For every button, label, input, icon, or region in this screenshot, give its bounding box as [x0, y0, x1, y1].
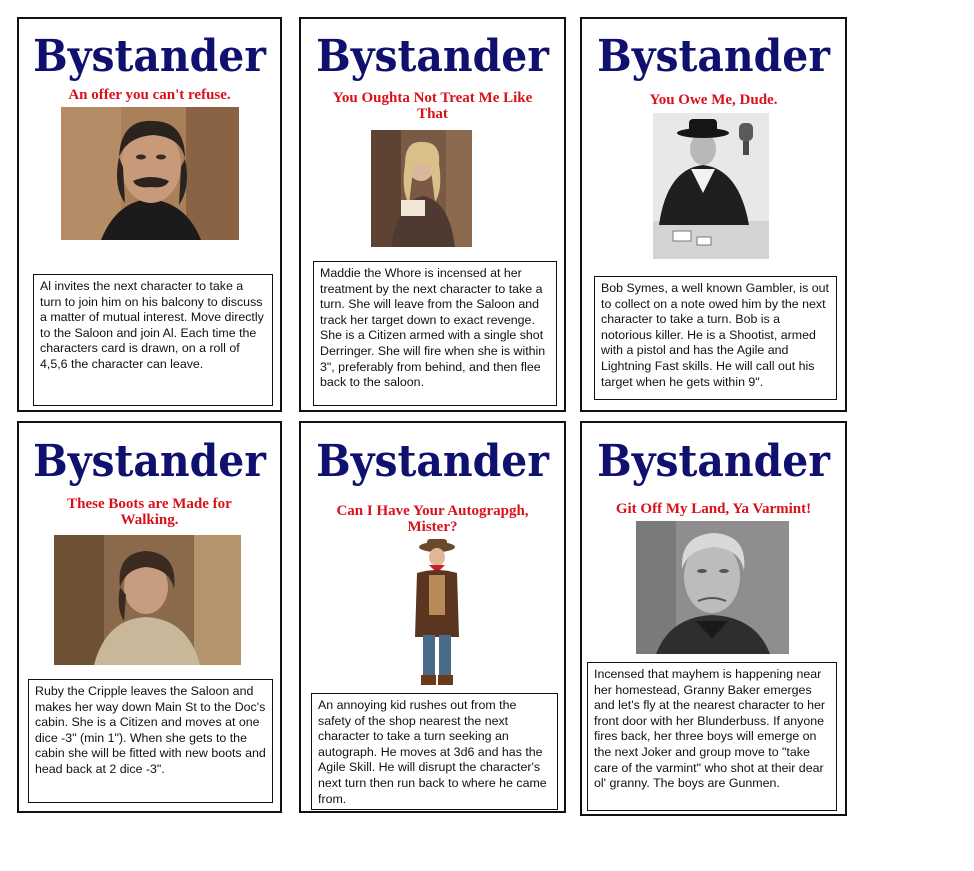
card-subtitle: Can I Have Your Autograpgh, Mister?: [336, 503, 529, 535]
card-description: Bob Symes, a well known Gambler, is out to collect on a note owed him by the next character to take a turn. Bob is a notorious killer. He is a Shootist, armed with a pistol and has the Agile and Lightning Fast skills. He will call out his target when he gets within 9".: [594, 276, 837, 400]
card-title: Bystander: [33, 31, 266, 82]
bystander-card-al: [17, 17, 282, 412]
card-title: Bystander: [316, 436, 549, 487]
woman-in-cabin-photo: [54, 535, 241, 665]
bystander-card-bob: [580, 17, 847, 412]
bystander-card-maddie: [299, 17, 566, 412]
card-title: Bystander: [597, 436, 830, 487]
card-title: Bystander: [33, 436, 266, 487]
bystander-card-kid: [299, 421, 566, 813]
bystander-card-granny: [580, 421, 847, 816]
man-with-mustache-photo: [61, 107, 239, 240]
card-subtitle: An offer you can't refuse.: [68, 87, 231, 103]
card-subtitle: You Owe Me, Dude.: [649, 92, 778, 108]
card-description: Al invites the next character to take a turn to join him on his balcony to discuss a matter of mutual interest. Move directly to the Saloon and join Al. Each time the characters card is drawn, on a roll of 4,5,6 the character can leave.: [33, 274, 273, 406]
gambler-at-card-table-photo: [653, 113, 769, 259]
bystander-card-ruby: [17, 421, 282, 813]
blonde-woman-reading-photo: [371, 130, 472, 247]
card-subtitle: These Boots are Made for Walking.: [67, 496, 232, 528]
card-description: Maddie the Whore is incensed at her treatment by the next character to take a turn. She will leave from the Saloon and track her target down to exact revenge. She is a Citizen armed with a single shot Derringer. She will fire when she is within 3", preferably from behind, and then flee back to the saloon.: [313, 261, 557, 406]
card-subtitle: You Oughta Not Treat Me Like That: [332, 90, 533, 122]
card-description: An annoying kid rushes out from the safety of the shop nearest the next character to take a turn seeking an autograph. He moves at 3d6 and has the Agile Skill. He will disrupt the character's next turn then run back to where he came from.: [311, 693, 558, 810]
card-title: Bystander: [316, 31, 549, 82]
card-subtitle: Git Off My Land, Ya Varmint!: [615, 501, 812, 517]
kid-in-cowboy-costume-photo: [397, 537, 477, 689]
old-woman-scowling-photo: [636, 521, 789, 654]
card-description: Incensed that mayhem is happening near her homestead, Granny Baker emerges and let's fly at the nearest character to her front door with her Blunderbuss. If anyone fires back, her three boys will emerge on the next Joker and group move to "take care of the varmint" who shot at their dear ol' granny. The boys are Gunmen.: [587, 662, 837, 811]
card-title: Bystander: [597, 31, 830, 82]
card-description: Ruby the Cripple leaves the Saloon and makes her way down Main St to the Doc's cabin. She is a Citizen and moves at one dice -3" (min 1"). When she gets to the cabin she will be fitted with new boots and head back at 2 dice -3".: [28, 679, 273, 803]
